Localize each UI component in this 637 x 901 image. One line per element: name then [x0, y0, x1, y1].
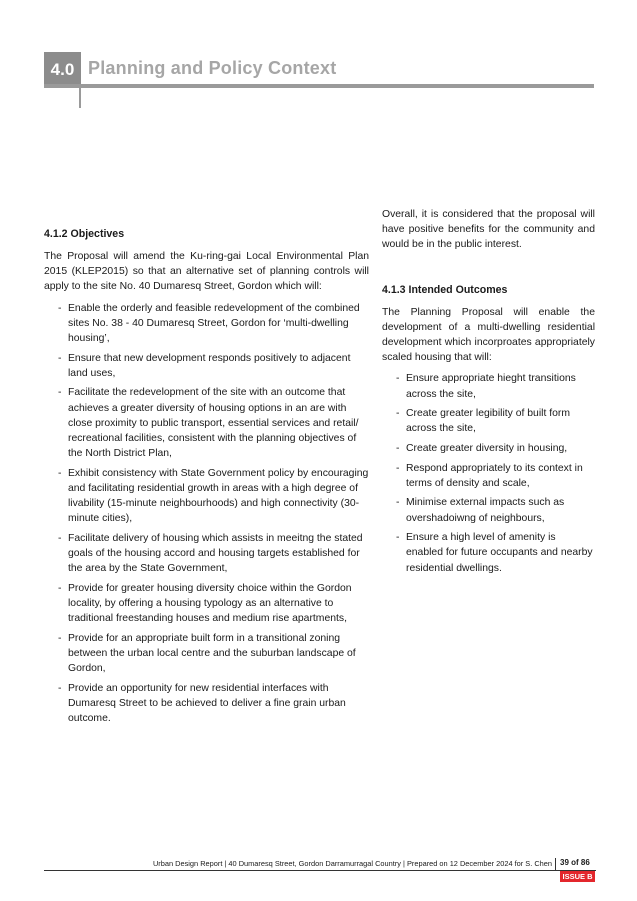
footer-separator [555, 858, 556, 870]
outcome-item: - Create greater legibility of built form across the site, [396, 408, 571, 435]
objective-item: - Ensure that new development responds positively to adjacent land uses, [58, 352, 351, 379]
outcome-item: - Ensure appropriate hieght transitions across the site, [396, 373, 576, 400]
objectives-list [44, 301, 369, 727]
objectives-heading: 4.1.2 Objectives [44, 228, 125, 240]
header-rule [44, 84, 594, 88]
overall-paragraph: Overall, it is considered that the proposal will have positive benefits for the community and would be in the public interest. [382, 209, 595, 251]
outcomes-list [382, 371, 595, 575]
outcomes-intro: The Planning Proposal will enable the development of a multi-dwelling residential development which incorproates appropriately scaled housing that will: [382, 306, 595, 364]
outcome-item: - Respond appropriately to its context in terms of density and scale, [396, 462, 583, 489]
outcome-item: - Create greater diversity in housing, [396, 443, 568, 455]
outcome-item: - Ensure a high level of amenity is enabled for future occupants and nearby residential dwellings. [396, 532, 593, 574]
outcomes-heading: 4.1.3 Intended Outcomes [382, 283, 508, 296]
issue-badge: ISSUE B [560, 871, 595, 882]
objective-item: - Enable the orderly and feasible redevelopment of the combined sites No. 38 - 40 Dumaresq Street, Gordon for ‘multi-dwelling housing’, [58, 302, 360, 345]
right-column [382, 207, 595, 580]
objective-item: - Facilitate the redevelopment of the site with an outcome that achieves a greater diversity of housing options in an are with close proximity to public transport, essential services and retail/ recreational facilities, consistent with the planning objectives of the North District Plan, [58, 387, 359, 460]
objective-item: - Provide for greater housing diversity choice within the Gordon locality, by offering a housing typology as an alternative to traditional freestanding houses and medium rise apartments, [58, 583, 352, 625]
objective-item: - Provide an opportunity for new residential interfaces with Dumaresq Street to be achieved to deliver a fine grain urban outcome. [58, 683, 346, 725]
section-title: Planning and Policy Context [88, 58, 337, 78]
page-number: 39 of 86 [560, 858, 590, 867]
left-column [44, 227, 369, 731]
objective-item: - Facilitate delivery of housing which assists in meeitng the stated goals of the housing accord and housing targets established for the area by the State Government, [58, 533, 363, 575]
objective-item: - Provide for an appropriate built form in a transitional zoning between the urban local centre and the suburban landscape of Gordon, [58, 633, 356, 675]
footer-rule [44, 870, 596, 871]
header-vertical-line [79, 86, 81, 108]
objectives-intro: The Proposal will amend the Ku-ring-gai Local Environmental Plan 2015 (KLEP2015) so that an alternative set of planning controls will apply to the site No. 40 Dumaresq Street, Gordon which will: [44, 251, 369, 293]
section-number-badge: 4.0 [44, 52, 81, 87]
footer-text: Urban Design Report | 40 Dumaresq Street, Gordon Darramurragal Country | Prepared on 12 December 2024 for S. Chen [152, 859, 552, 868]
outcome-item: - Minimise external impacts such as overshadoiwng of neighbours, [396, 497, 565, 524]
objective-item: - Exhibit consistency with State Government policy by encouraging and facilitating residential growth in areas with a high degree of livability (15-minute neighbourhoods) and high connectivity (30-minute cities), [58, 467, 369, 525]
